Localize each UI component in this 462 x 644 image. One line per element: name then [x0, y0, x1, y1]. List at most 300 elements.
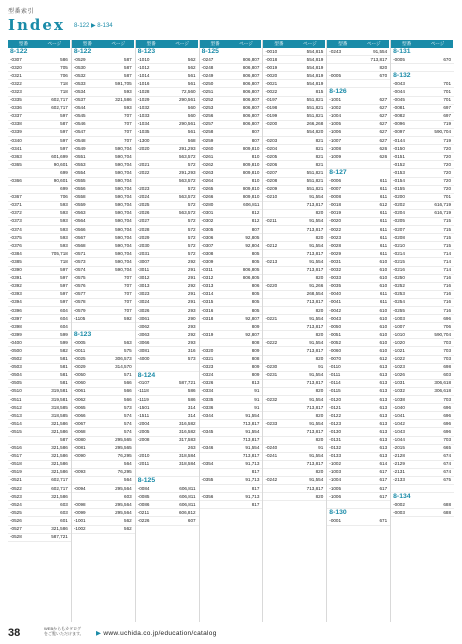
page-ref: 564 — [124, 477, 132, 483]
model-number: -0558 — [73, 194, 86, 200]
model-number: -0060 — [73, 380, 86, 386]
page-ref: 316,582 — [178, 428, 196, 434]
page-ref: 616,719 — [434, 210, 451, 216]
model-number: -0367 — [10, 194, 22, 200]
page-ref: 820 — [315, 356, 324, 362]
model-number: -0309 — [201, 258, 214, 264]
model-number: -0001 — [329, 517, 342, 523]
page-ref: 586 — [187, 388, 196, 394]
model-number: -0553 — [73, 161, 86, 167]
model-number: -0080 — [73, 437, 86, 442]
page-ref: 670 — [379, 72, 388, 78]
page-ref: 611 — [379, 210, 388, 216]
index-row — [136, 461, 199, 469]
section-code: 8-126 — [329, 88, 347, 96]
model-number: -0005 — [73, 339, 86, 345]
page-ref: 820 — [315, 388, 324, 394]
page-ref: 591,705 — [115, 80, 132, 86]
model-number: -0042 — [329, 307, 342, 313]
page-ref: 610 — [379, 331, 388, 337]
model-number: -0532 — [73, 72, 86, 78]
page-ref: 613 — [379, 380, 388, 386]
model-number: -3026 — [137, 307, 150, 313]
model-number: -1002 — [73, 526, 86, 532]
model-number: -0371 — [10, 202, 22, 208]
page-ref: 713,817 — [306, 485, 324, 491]
index-row — [136, 517, 199, 525]
page-ref: 602,717 — [51, 105, 68, 111]
model-number: -0311 — [201, 267, 213, 273]
page-ref: 696 — [443, 412, 451, 418]
model-number: -0578 — [73, 299, 86, 305]
page-ref: 715 — [443, 242, 451, 248]
page-ref: 613 — [379, 396, 388, 402]
page-ref: 604 — [60, 315, 68, 321]
model-number: -0086 — [137, 501, 150, 507]
page-ref: 597 — [60, 291, 68, 297]
model-number: -0537 — [73, 97, 86, 103]
page-ref: 321,586 — [51, 493, 68, 499]
model-number: -0316 — [201, 307, 214, 313]
page-ref: 590,704 — [115, 234, 132, 240]
page-ref: 627 — [379, 113, 388, 119]
model-number: -3011 — [137, 267, 150, 273]
model-number: -0247 — [201, 56, 214, 62]
page-ref: 91,554 — [245, 428, 260, 434]
page-ref: 716 — [443, 307, 451, 313]
page-ref: 617 — [379, 477, 388, 483]
model-number: -0563 — [73, 210, 86, 216]
page-ref: 716 — [443, 275, 451, 281]
page-ref: 321,586 — [51, 445, 68, 451]
page-ref: 610 — [379, 323, 388, 329]
model-number: -0070 — [329, 356, 342, 362]
page-ref: 807 — [251, 129, 260, 135]
model-number: -1023 — [393, 364, 405, 370]
index-column — [8, 40, 72, 622]
model-number: -1501 — [137, 404, 150, 410]
model-number: -0346 — [201, 445, 214, 451]
header-page: ページ — [366, 41, 381, 46]
page-ref: 809,810 — [242, 169, 260, 175]
page-ref: 554,820 — [306, 129, 324, 135]
model-number: -0262 — [201, 161, 214, 167]
model-number: -2131 — [393, 469, 405, 475]
catalog-url-text[interactable]: www.uchida.co.jp/education/catalog — [103, 630, 217, 637]
model-number: -1004 — [329, 113, 342, 119]
page-ref: 720 — [443, 186, 451, 192]
model-number: -1010 — [137, 56, 150, 62]
model-number: -1034 — [137, 121, 150, 127]
page-ref: 599 — [60, 331, 68, 337]
model-number: -0066 — [73, 412, 86, 418]
model-number: -0392 — [10, 283, 22, 289]
page-ref: 670 — [443, 56, 451, 62]
model-number: -0526 — [10, 517, 22, 523]
model-number: -0231 — [265, 372, 278, 378]
model-number: -2015 — [393, 445, 405, 451]
index-column — [72, 40, 136, 622]
model-number: -0510 — [10, 388, 22, 394]
page-ref: 626 — [379, 145, 388, 151]
page-ref: 321,586 — [115, 97, 132, 103]
page-ref: 292 — [187, 283, 196, 289]
index-row — [327, 153, 390, 161]
model-number: -0375 — [10, 234, 22, 240]
index-row — [391, 477, 454, 485]
page-ref: 91,554 — [373, 48, 388, 54]
page-ref: 587,721 — [178, 380, 196, 386]
model-number: -0029 — [329, 250, 342, 256]
model-number: -0523 — [10, 493, 22, 499]
model-number: -0094 — [73, 485, 86, 491]
model-number: -0206 — [265, 161, 278, 167]
page-ref: 292 — [187, 331, 196, 337]
page-ref: 807 — [251, 137, 260, 143]
page-ref: 572 — [187, 234, 196, 240]
page-ref: 319,581 — [51, 396, 68, 402]
page-ref: 720 — [443, 178, 451, 183]
page-ref: 91 — [254, 388, 260, 394]
model-number: -0211 — [137, 509, 150, 515]
page-ref: 316 — [187, 347, 196, 353]
header-page: ページ — [430, 41, 445, 46]
page-ref: 554,819 — [306, 72, 324, 78]
page-ref: 674 — [443, 453, 451, 459]
model-number: -0396 — [10, 307, 22, 313]
page-ref: 76,295 — [117, 453, 132, 459]
page-ref: 810 — [251, 178, 260, 183]
model-number: -0308 — [201, 250, 214, 256]
page-ref: 806,807 — [242, 72, 260, 78]
model-number: -0318 — [201, 315, 214, 321]
model-number: -0280 — [201, 202, 214, 208]
page-ref: 688 — [443, 501, 451, 507]
page-ref: 809,810 — [242, 186, 260, 192]
page-ref: 566 — [124, 380, 132, 386]
page-ref: 587 — [124, 64, 132, 70]
page-ref: 706 — [443, 323, 451, 329]
section-code: 8-123 — [137, 48, 156, 55]
page-ref: 604 — [60, 307, 68, 313]
model-number: -0512 — [10, 404, 22, 410]
page-ref: 563,572 — [178, 178, 196, 183]
model-number: -0032 — [329, 267, 342, 273]
model-number: -1118 — [137, 388, 149, 394]
model-number: -2005 — [137, 428, 150, 434]
page-ref: 590,704 — [115, 210, 132, 216]
page-ref: 572 — [187, 161, 196, 167]
page-ref: 806,807 — [242, 88, 260, 94]
model-number: -0314 — [201, 291, 214, 297]
model-number: -0207 — [265, 169, 278, 175]
model-number: -0568 — [73, 242, 86, 248]
page-ref: 597 — [60, 267, 68, 273]
model-number: -0018 — [265, 56, 278, 62]
page-ref: 590,704 — [115, 250, 132, 256]
model-number: -1511 — [137, 412, 150, 418]
model-number: -0320 — [201, 347, 214, 353]
model-number: -0321 — [201, 356, 214, 362]
page-ref: 806,807 — [242, 121, 260, 127]
index-row — [72, 315, 135, 323]
page-ref: 574 — [124, 428, 132, 434]
model-number: -0031 — [329, 258, 342, 264]
header-code: 型番 — [18, 41, 29, 46]
page-ref: 703 — [443, 347, 451, 353]
model-number: -0250 — [201, 80, 214, 86]
model-number: -0248 — [201, 64, 214, 70]
page-ref: 617 — [379, 493, 388, 499]
page-ref: 805 — [251, 250, 260, 256]
model-number: -2010 — [137, 453, 150, 459]
model-number: -0574 — [73, 267, 86, 273]
page-ref: 574 — [124, 420, 132, 426]
page-ref: 572 — [187, 218, 196, 224]
model-number: -0204 — [393, 210, 405, 216]
page-ref: 597 — [60, 299, 68, 305]
page-ref: 613 — [379, 428, 388, 434]
page-ref: 714 — [443, 258, 451, 264]
model-number: -0051 — [329, 331, 342, 337]
page-ref: 597 — [60, 275, 68, 281]
model-number: -0344 — [201, 412, 214, 418]
model-number: -0025 — [73, 356, 86, 362]
page-ref: 821 — [315, 145, 324, 151]
model-number: -0579 — [73, 307, 86, 313]
page-ref: 91 — [254, 404, 260, 410]
model-number: -0065 — [73, 404, 86, 410]
model-number: -0221 — [265, 315, 278, 321]
model-number: -1007 — [329, 137, 342, 143]
page-ref: 590,704 — [115, 153, 132, 159]
page-ref: 806,807 — [242, 105, 260, 111]
model-number: -0210 — [393, 242, 405, 248]
page-ref: 611 — [379, 218, 388, 224]
page-ref: 627 — [379, 105, 388, 111]
page-ref: 627 — [379, 97, 388, 103]
model-number: -2024 — [137, 194, 150, 200]
page-ref: 554,815 — [306, 48, 324, 54]
model-number: -0524 — [10, 501, 22, 507]
page-ref: 91 — [254, 396, 260, 402]
page-ref: 293 — [187, 323, 196, 329]
page-ref: 817 — [251, 469, 260, 475]
index-row — [391, 64, 454, 72]
model-number: -0085 — [137, 493, 150, 499]
page-ref: 572 — [187, 186, 196, 192]
index-row — [327, 80, 390, 88]
page-ref: 593 — [124, 105, 132, 111]
index-row — [200, 501, 263, 509]
page-ref: 820 — [315, 469, 324, 475]
page-ref: 587 — [124, 72, 132, 78]
model-number: -0005 — [329, 72, 342, 78]
index-row — [136, 469, 199, 477]
page-ref: 719 — [443, 137, 451, 143]
page-ref: 597 — [60, 129, 68, 135]
model-number: -0152 — [393, 161, 405, 167]
catalog-url[interactable] — [96, 629, 217, 637]
page-ref: 92,807 — [245, 331, 260, 337]
page-ref: 291 — [187, 291, 196, 297]
section-code: 8-122 — [73, 48, 92, 55]
page-ref: 805 — [251, 307, 260, 313]
page-ref: 806 — [251, 283, 260, 289]
model-number: -0529 — [73, 56, 86, 62]
model-number: -2020 — [137, 145, 150, 151]
page-ref: 581 — [60, 372, 68, 378]
page-ref: 821 — [315, 137, 324, 143]
page-ref: 314,570 — [115, 364, 132, 370]
header-page: ページ — [302, 41, 317, 46]
model-number: -0010 — [265, 48, 278, 54]
model-number: -2028 — [137, 226, 150, 232]
model-number: -0306 — [201, 234, 214, 240]
model-number: -0208 — [265, 178, 278, 183]
model-number: -0302 — [201, 218, 214, 224]
model-number: -1044 — [393, 437, 405, 442]
page-ref: 602,717 — [51, 485, 68, 491]
page-ref: 809,810 — [242, 194, 260, 200]
model-number: -0044 — [393, 88, 405, 94]
page-ref: 586 — [60, 56, 68, 62]
page-ref: 572 — [187, 242, 196, 248]
model-number: -2021 — [137, 161, 150, 167]
page-ref: 713,817 — [306, 250, 324, 256]
page-ref: 813 — [251, 380, 260, 386]
page-ref: 587 — [124, 56, 132, 62]
page-ref: 713,817 — [242, 453, 260, 459]
model-number: -0576 — [73, 283, 86, 289]
page-ref: 76,295 — [117, 469, 132, 475]
header-code: 型番 — [402, 41, 412, 46]
page-ref: 806,805 — [242, 275, 260, 281]
page-ref: 563,572 — [178, 210, 196, 216]
model-number: -0517 — [10, 453, 22, 459]
page-ref: 590,704 — [115, 258, 132, 264]
page-ref: 564 — [124, 461, 132, 467]
page-ref: 321,586 — [51, 461, 68, 467]
page-ref: 606,811 — [179, 485, 196, 491]
page-ref: 611 — [379, 194, 388, 200]
model-number: -0045 — [393, 97, 405, 103]
page-ref: 820 — [315, 307, 324, 313]
model-number: -0548 — [73, 137, 86, 143]
model-number: -1001 — [73, 517, 86, 523]
page-ref: 321,586 — [51, 453, 68, 459]
page-ref: 604 — [60, 323, 68, 329]
page-ref: 611 — [379, 234, 388, 240]
model-number: -1300 — [137, 137, 150, 143]
page-ref: 593 — [60, 202, 68, 208]
model-number: -0322 — [10, 80, 22, 86]
model-number: -0068 — [73, 428, 86, 434]
model-number: -2025 — [137, 202, 150, 208]
model-number: -0399 — [10, 331, 22, 337]
model-number: -0035 — [329, 283, 342, 289]
page-ref: 318,584 — [178, 453, 196, 459]
page-ref: 551,821 — [306, 178, 324, 183]
model-number: -1026 — [393, 372, 405, 378]
page-ref: 292 — [187, 258, 196, 264]
model-number: -0571 — [73, 250, 86, 256]
model-number: -0525 — [10, 509, 22, 515]
model-number: -0567 — [73, 234, 86, 240]
model-number: -2128 — [393, 453, 405, 459]
model-number: -0254 — [393, 299, 405, 305]
page-ref: 590,704 — [115, 194, 132, 200]
page-ref: 263 — [187, 445, 196, 451]
page-ref: 554,819 — [306, 56, 324, 62]
page-ref: 606,811 — [179, 501, 196, 507]
model-number: -0519 — [10, 469, 22, 475]
section-code: 8-132 — [393, 72, 411, 80]
model-number: -0096 — [393, 121, 405, 127]
page-ref: 707 — [124, 307, 132, 313]
model-number: -0307 — [201, 242, 214, 248]
page-ref: 809 — [251, 323, 260, 329]
model-number: -4000 — [137, 356, 150, 362]
page-ref: 616,719 — [434, 202, 451, 208]
page-ref: 821 — [315, 153, 324, 159]
page-ref: 611 — [379, 178, 388, 183]
page-ref: 626 — [379, 153, 388, 159]
model-number: -1033 — [137, 113, 150, 119]
model-number: -2030 — [137, 242, 150, 248]
page-ref: 597 — [60, 283, 68, 289]
index-row — [327, 517, 390, 525]
page-ref: 590,704 — [115, 186, 132, 192]
page-ref: 571 — [124, 372, 132, 378]
page-ref: 91,554 — [309, 258, 324, 264]
web-catalog-note: WEBからもカタログをご覧いただけます。 — [44, 626, 84, 636]
page-ref: 614 — [379, 461, 388, 467]
page-ref: 707 — [124, 291, 132, 297]
model-number: -0205 — [393, 218, 405, 224]
model-number: -1002 — [329, 461, 342, 467]
page-ref: 92,805 — [245, 234, 260, 240]
page-ref: 572 — [187, 202, 196, 208]
header-code: 型番 — [274, 41, 284, 46]
page-ref: 718 — [60, 258, 68, 264]
model-number: -2133 — [393, 477, 405, 483]
page-ref: 701 — [443, 88, 451, 94]
model-number: -1032 — [393, 388, 405, 394]
page-ref: 820 — [315, 234, 324, 240]
page-ref: 713,817 — [306, 226, 324, 232]
model-number: -0011 — [73, 347, 86, 353]
model-number: -1004 — [329, 477, 342, 483]
page-ref: 806,807 — [242, 97, 260, 103]
page-ref: 597 — [60, 137, 68, 143]
model-number: -0028 — [329, 242, 342, 248]
model-number: -1032 — [137, 105, 150, 111]
page-ref: 606,812 — [178, 509, 196, 515]
page-ref: 582 — [60, 347, 68, 353]
model-number: -0021 — [265, 80, 278, 86]
model-number: -0082 — [393, 113, 405, 119]
index-row — [136, 356, 199, 364]
page-ref: 613 — [379, 445, 388, 451]
model-number: -0253 — [393, 291, 405, 297]
model-number: -1105 — [73, 315, 86, 321]
model-number: -2022 — [137, 169, 150, 175]
page-ref: 590,704 — [115, 145, 132, 151]
model-number: -0307 — [10, 56, 22, 62]
page-ref: 590,704 — [115, 226, 132, 232]
page-ref: 295,564 — [115, 509, 132, 515]
